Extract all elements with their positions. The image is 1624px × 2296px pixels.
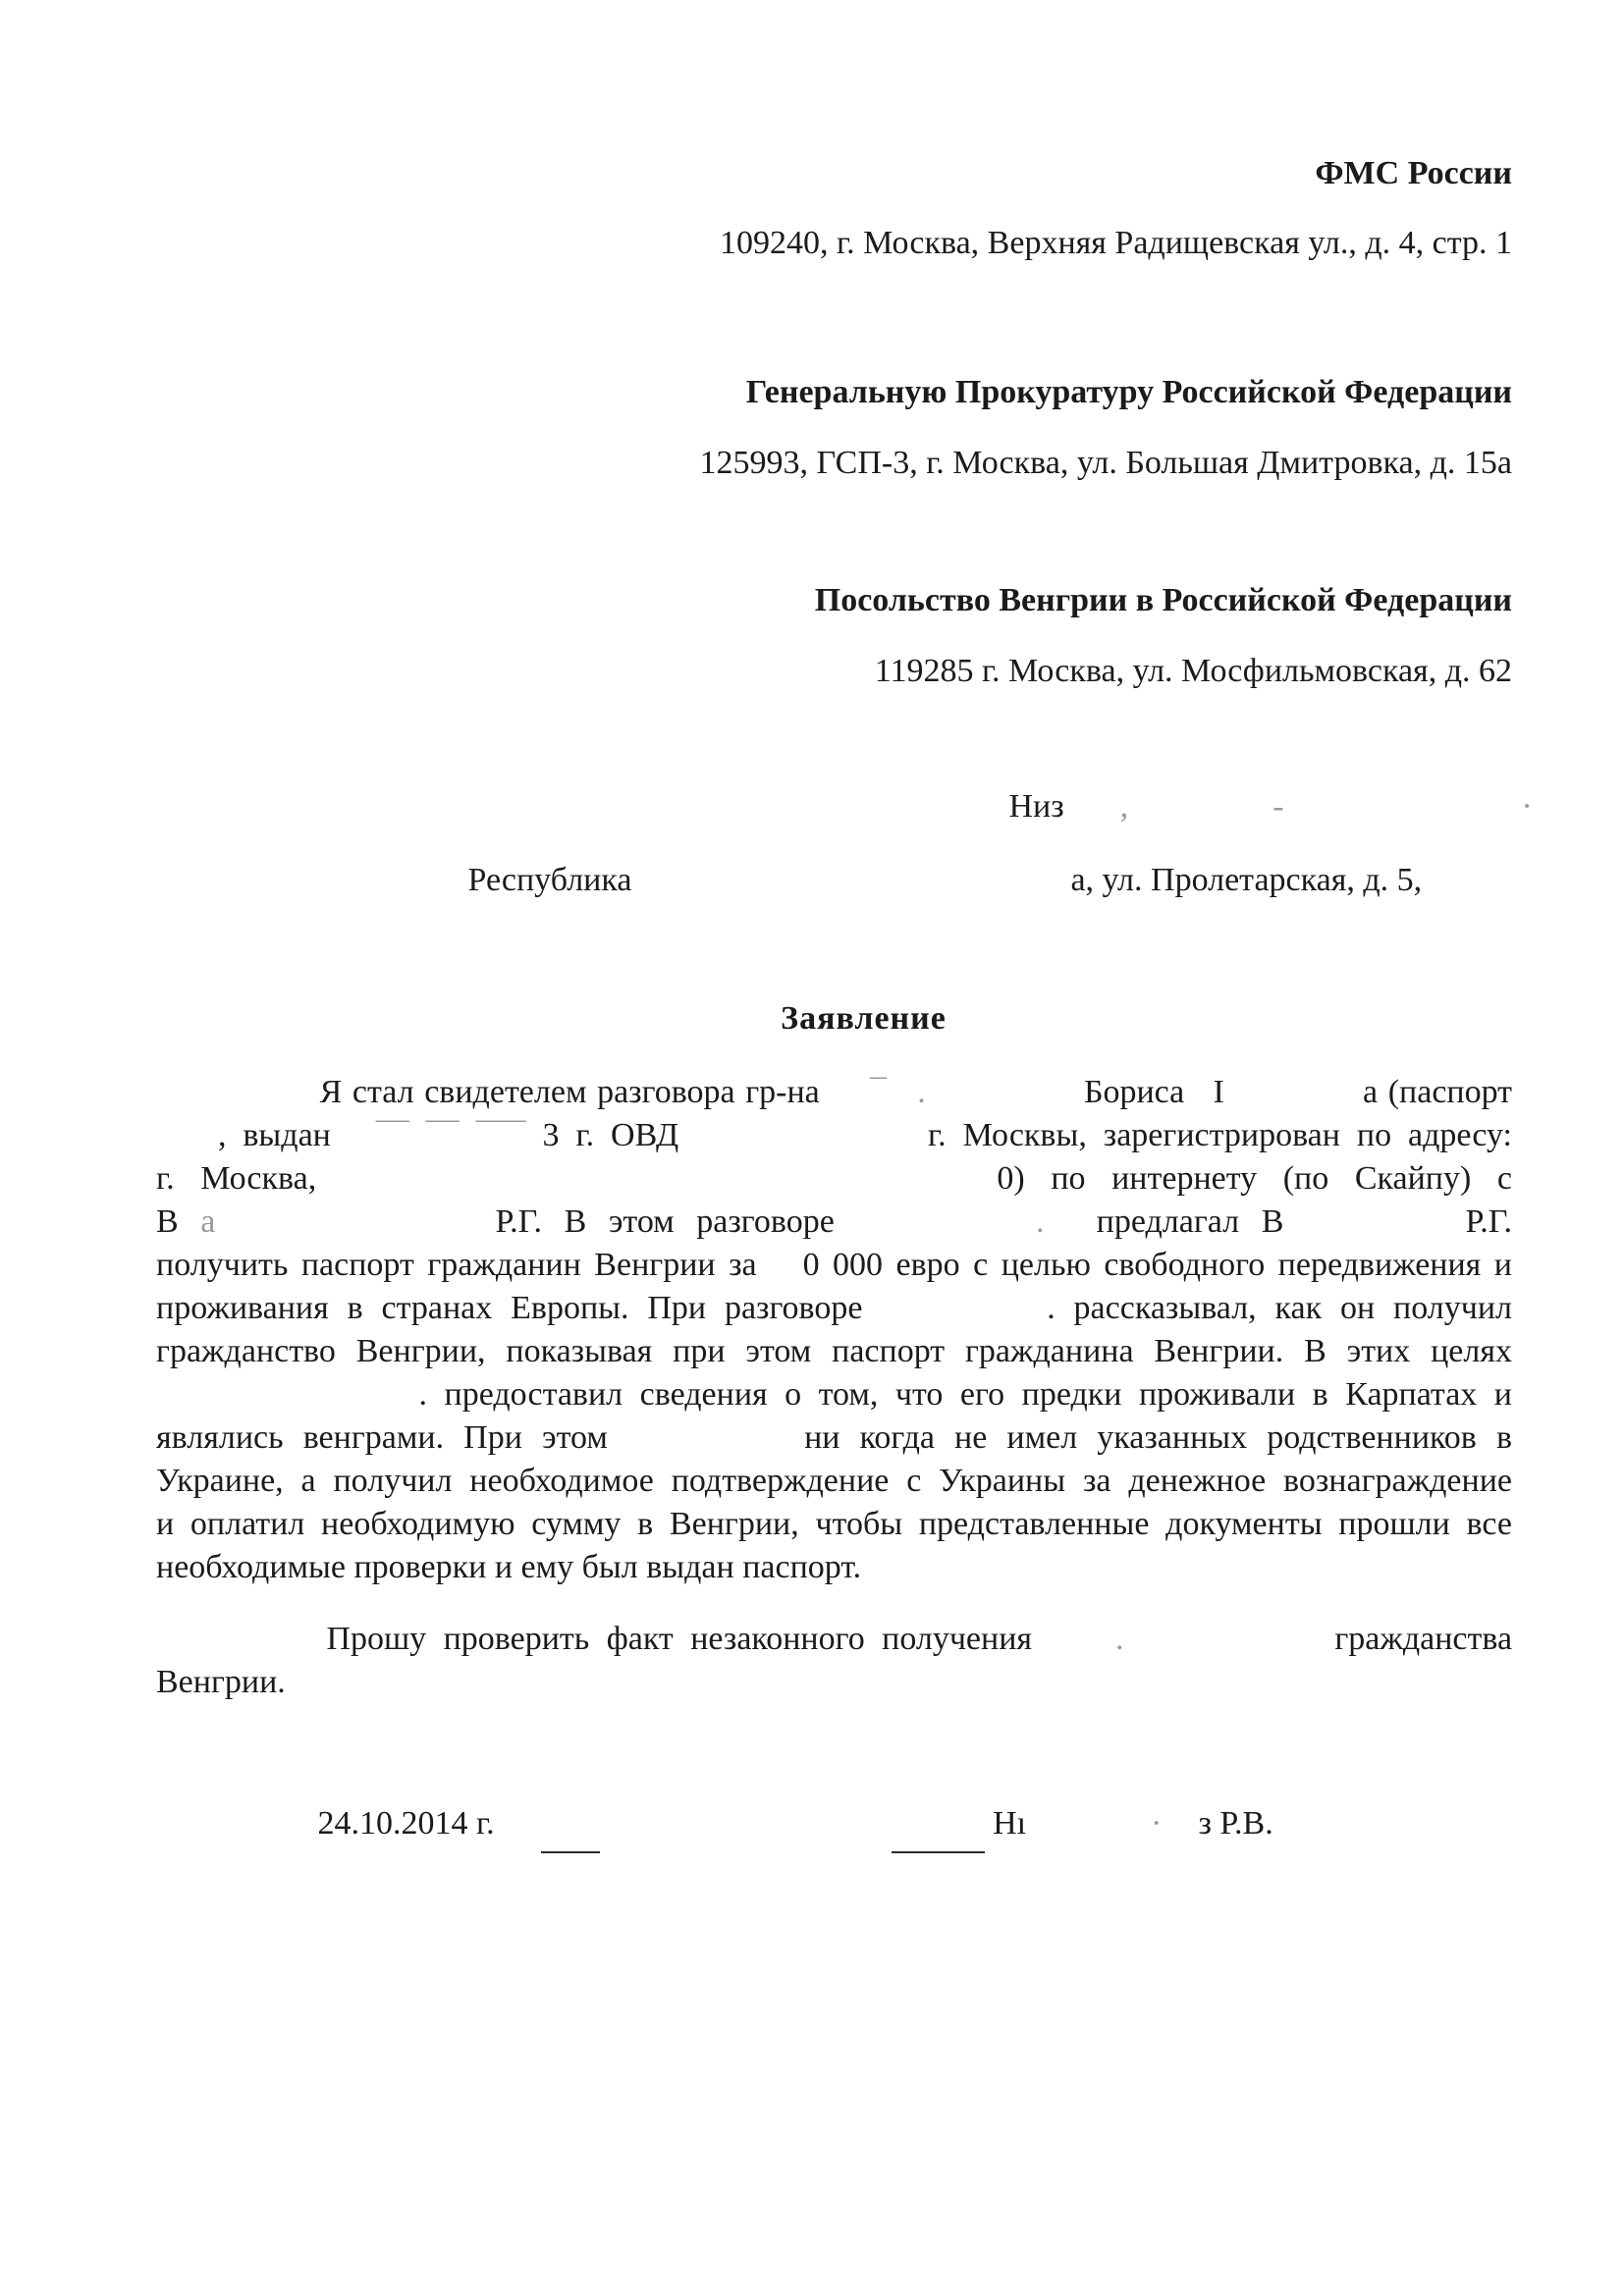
text-segment: 3 г. ОВД xyxy=(542,1117,679,1153)
redaction-gap xyxy=(695,1145,911,1146)
redaction-gap xyxy=(156,816,1001,817)
redaction-gap xyxy=(348,1145,359,1146)
redaction-gap xyxy=(156,1404,402,1405)
text-segment: Р.Г. В этом разговоре xyxy=(495,1203,835,1240)
text-segment: Бориса xyxy=(1083,1074,1185,1110)
redaction-gap xyxy=(1137,816,1265,817)
redaction-remnant: · xyxy=(1151,1805,1163,1842)
text-segment: І xyxy=(1213,1074,1224,1110)
text-segment: . рассказывал, как он получил xyxy=(1047,1290,1513,1326)
recipient-embassy-name: Посольство Венгрии в Российской Федерации xyxy=(814,582,1512,618)
redaction-gap xyxy=(238,1231,473,1232)
redaction-remnant: а xyxy=(200,1203,216,1240)
recipient-prosecutor-name: Генеральную Прокуратуру Российской Федерации xyxy=(745,374,1512,410)
body-line xyxy=(156,1373,1512,1416)
text-segment: В xyxy=(156,1203,179,1240)
text-segment: гражданство Венгрии, показывая при этом паспорт гражданина Венгрии. В этих целях xyxy=(156,1333,1512,1369)
text-segment: 0 000 евро с целью свободного передвижения и xyxy=(802,1247,1512,1283)
text-segment: гражданства xyxy=(1334,1621,1513,1657)
body-line xyxy=(156,1416,1512,1460)
text-segment: Украине, а получил необходимое подтверждение с Украины за денежное вознаграждение xyxy=(156,1463,1512,1499)
redaction-gap xyxy=(1035,1833,1143,1834)
text-segment: необходимые проверки и ему был выдан паспорт. xyxy=(156,1549,862,1585)
redaction-gap xyxy=(770,1274,789,1275)
redaction-gap xyxy=(1292,816,1513,817)
body-line xyxy=(156,1661,1512,1704)
body-line xyxy=(156,1071,1512,1114)
recipient-fms-name: ФМС России xyxy=(1315,155,1512,191)
text-segment: . предоставил сведения о том, что его предки проживали в Карпатах и xyxy=(418,1376,1512,1413)
text-segment: г. Москвы, зарегистрирован по адресу: xyxy=(928,1117,1513,1153)
text-segment: ни когда не имел указанных родственников в xyxy=(804,1419,1513,1456)
redaction-gap xyxy=(1066,1231,1074,1232)
body-line xyxy=(156,1618,1512,1661)
text-segment: Р.Г. xyxy=(1465,1203,1513,1240)
text-segment: з Р.В. xyxy=(1198,1805,1273,1842)
redaction-gap xyxy=(881,1317,1028,1318)
redaction-gap xyxy=(156,1833,309,1834)
body-line xyxy=(156,1157,1512,1201)
redaction-remnant: · xyxy=(1521,788,1533,825)
redaction-gap xyxy=(1170,1833,1190,1834)
redaction-remnant: . xyxy=(1035,1203,1045,1240)
redaction-gap xyxy=(897,1101,907,1102)
text-segment: Прошу проверить факт незаконного получения xyxy=(326,1621,1033,1657)
text-segment: являлись венграми. При этом xyxy=(156,1419,608,1456)
text-segment: получить паспорт гражданин Венгрии за xyxy=(156,1247,757,1283)
applicant-address-line xyxy=(156,859,1512,902)
redaction-remnant: . xyxy=(1114,1621,1124,1657)
redaction-gap xyxy=(503,1833,532,1834)
redaction-gap xyxy=(156,1101,309,1102)
redaction-gap xyxy=(156,1145,201,1146)
signature-blank-line xyxy=(541,1818,600,1853)
redaction-gap xyxy=(1050,1648,1099,1649)
text-segment: предлагал В xyxy=(1096,1203,1284,1240)
redaction-gap xyxy=(343,1188,971,1189)
text-segment: а, ул. Пролетарская, д. 5, xyxy=(1070,862,1423,898)
redaction-gap xyxy=(1306,1231,1443,1232)
redaction-gap xyxy=(1234,1101,1352,1102)
redaction-gap xyxy=(830,1101,859,1102)
redaction-remnant: . xyxy=(917,1074,926,1110)
recipient-prosecutor-address: 125993, ГСП-3, г. Москва, ул. Большая Дмитровка, д. 15а xyxy=(699,445,1512,481)
text-segment: Венгрии. xyxy=(156,1664,286,1700)
body-line xyxy=(156,1503,1512,1546)
text-segment: и оплатил необходимую сумму в Венгрии, чтобы представленные документы прошли все xyxy=(156,1506,1512,1542)
body-line xyxy=(156,1546,1512,1589)
signature-blank-line xyxy=(892,1818,985,1853)
body-line xyxy=(156,1287,1512,1330)
redaction-gap xyxy=(1072,816,1111,817)
date-signature-line xyxy=(156,1802,1512,1845)
redaction-gap xyxy=(856,1231,1013,1232)
redaction-gap xyxy=(156,1648,309,1649)
redaction-gap xyxy=(936,1101,1073,1102)
redaction-remnant: ¯¯ ¯¯ ¯¯¯ xyxy=(375,1117,526,1153)
body-line xyxy=(156,1330,1512,1373)
body-line xyxy=(156,1201,1512,1244)
text-segment: , выдан xyxy=(217,1117,331,1153)
text-segment: Низ xyxy=(1008,788,1064,825)
body-line xyxy=(156,1114,1512,1157)
recipient-fms-address: 109240, г. Москва, Верхняя Радищевская ул., д. 4, стр. 1 xyxy=(720,225,1512,261)
redaction-gap xyxy=(1141,1648,1318,1649)
text-segment: а (паспорт xyxy=(1363,1074,1513,1110)
redaction-gap xyxy=(640,889,1062,890)
redaction-gap xyxy=(627,1447,785,1448)
redaction-gap xyxy=(156,889,460,890)
document-title: Заявление xyxy=(781,1000,947,1037)
body-line xyxy=(156,1460,1512,1503)
redaction-remnant: , xyxy=(1119,788,1129,825)
redaction-gap xyxy=(1195,1101,1203,1102)
text-segment: Нı xyxy=(993,1805,1027,1842)
redaction-remnant: - xyxy=(1272,788,1284,825)
redaction-remnant: ¯ xyxy=(870,1074,887,1110)
text-segment: Республика xyxy=(467,862,632,898)
text-segment: 0) по интернету (по Скайпу) с xyxy=(997,1160,1512,1197)
text-segment: г. Москва, xyxy=(156,1160,317,1197)
body-line xyxy=(156,1244,1512,1287)
text-segment: 24.10.2014 г. xyxy=(317,1805,495,1842)
text-segment: проживания в странах Европы. При разговоре xyxy=(156,1290,863,1326)
redaction-gap xyxy=(608,1833,883,1834)
text-segment: Я стал свидетелем разговора гр-на xyxy=(319,1074,820,1110)
applicant-name-line xyxy=(156,785,1533,828)
recipient-embassy-address: 119285 г. Москва, ул. Мосфильмовская, д. 62 xyxy=(874,653,1512,689)
